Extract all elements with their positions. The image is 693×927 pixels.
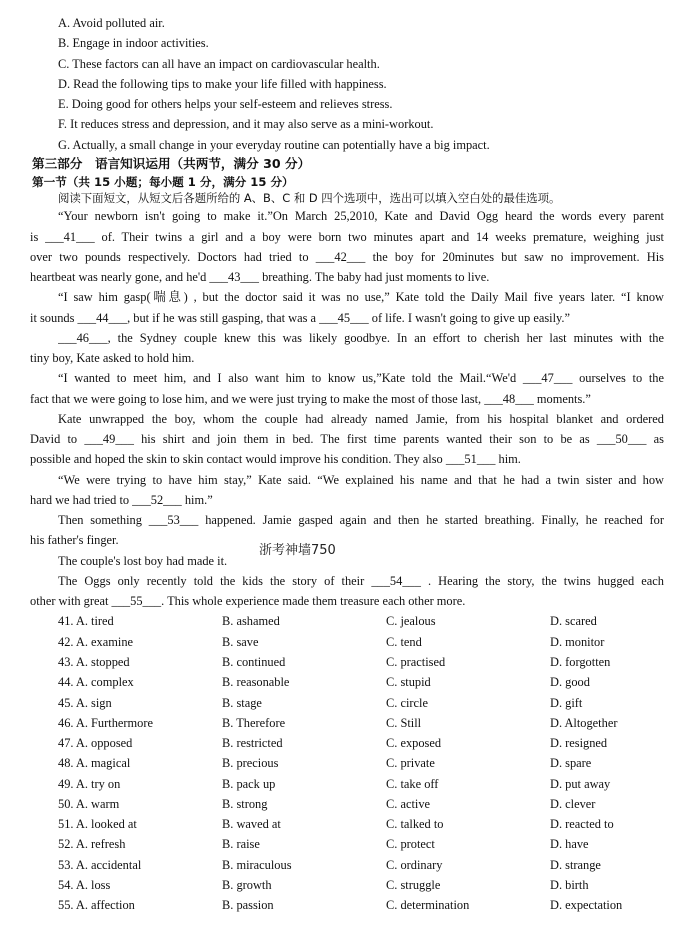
- passage-line: Kate unwrapped the boy, whom the couple had already named Jamie, from his hospital blanket and ordered: [58, 412, 664, 426]
- section-subheading: 第一节（共 15 小题；每小题 1 分，满分 15 分）: [32, 175, 294, 189]
- option-c: C. These factors can all have an impact on cardiovascular health.: [58, 57, 380, 71]
- choice-a: 47. A. opposed: [58, 736, 133, 750]
- passage-line: fact that we were going to lose him, and we were just trying to make the most of those last, ___48___ moments.”: [30, 392, 591, 406]
- passage-line: “I saw him gasp(喘息) , but the doctor said it was no use,” Kate told the Daily Mail five years later. “I know: [58, 290, 664, 304]
- choice-a: 54. A. loss: [58, 878, 111, 892]
- section-instruction: 阅读下面短文，从短文后各题所给的 A、B、C 和 D 四个选项中，选出可以填入空白处的最佳选项。: [58, 191, 561, 205]
- passage-line: The couple's lost boy had made it.: [58, 554, 228, 568]
- choice-b: B. save: [222, 635, 259, 649]
- choice-d: D. Altogether: [550, 716, 618, 730]
- question-row: [58, 735, 678, 752]
- choice-a: 43. A. stopped: [58, 655, 130, 669]
- choice-b: B. ashamed: [222, 614, 280, 628]
- passage-line: his father's finger.: [30, 533, 119, 547]
- option-e: E. Doing good for others helps your self-esteem and relieves stress.: [58, 97, 393, 111]
- choice-c: C. struggle: [386, 878, 441, 892]
- choice-c: C. circle: [386, 696, 428, 710]
- question-row: [58, 695, 678, 712]
- question-row: [58, 836, 678, 853]
- choice-d: D. strange: [550, 858, 601, 872]
- passage-line: heartbeat was nearly gone, and he'd ___43___ breathing. The baby had just moments to live.: [30, 270, 490, 284]
- passage-line: over two pounds respectively. Doctors had tried to ___42___ the boy for 20minutes but saw no improvement. His: [30, 250, 664, 264]
- choice-d: D. expectation: [550, 898, 623, 912]
- choice-c: C. ordinary: [386, 858, 443, 872]
- passage-line: possible and hoped the skin to skin contact would improve his condition. They also ___51___ him.: [30, 452, 521, 466]
- passage-line: Then something ___53___ happened. Jamie gasped again and then he started breathing. Finally, he reached for: [58, 513, 664, 527]
- watermark: 浙考神墙750: [259, 543, 336, 558]
- choice-c: C. stupid: [386, 675, 431, 689]
- choice-b: B. passion: [222, 898, 274, 912]
- question-row: [58, 897, 678, 914]
- option-a: A. Avoid polluted air.: [58, 16, 165, 30]
- question-row: [58, 654, 678, 671]
- choice-a: 41. A. tired: [58, 614, 114, 628]
- question-row: [58, 877, 678, 894]
- option-d: D. Read the following tips to make your life filled with happiness.: [58, 77, 387, 91]
- passage-line: “I wanted to meet him, and I also want him to know us,”Kate told the Mail.“We'd ___47___ ourselves to the: [58, 371, 664, 385]
- passage-line: The Oggs only recently told the kids the story of their ___54___ . Hearing the story, the twins hugged each: [58, 574, 664, 588]
- choice-d: D. monitor: [550, 635, 605, 649]
- choice-c: C. active: [386, 797, 431, 811]
- passage-line: tiny boy, Kate asked to hold him.: [30, 351, 195, 365]
- passage-line: it sounds ___44___, but if he was still gasping, that was a ___45___ of life. I wasn't going to give up easily.”: [30, 311, 571, 325]
- choice-b: B. restricted: [222, 736, 283, 750]
- choice-b: B. growth: [222, 878, 272, 892]
- choice-c: C. tend: [386, 635, 422, 649]
- choice-d: D. put away: [550, 777, 611, 791]
- choice-c: C. private: [386, 756, 435, 770]
- choice-d: D. gift: [550, 696, 583, 710]
- choice-b: B. Therefore: [222, 716, 286, 730]
- choice-c: C. determination: [386, 898, 470, 912]
- choice-b: B. miraculous: [222, 858, 292, 872]
- question-row: [58, 816, 678, 833]
- choice-a: 42. A. examine: [58, 635, 134, 649]
- question-row: [58, 634, 678, 651]
- choice-b: B. raise: [222, 837, 260, 851]
- question-row: [58, 776, 678, 793]
- choice-d: D. resigned: [550, 736, 608, 750]
- question-row: [58, 857, 678, 874]
- choice-c: C. talked to: [386, 817, 444, 831]
- choice-c: C. practised: [386, 655, 446, 669]
- choice-b: B. continued: [222, 655, 286, 669]
- choice-b: B. reasonable: [222, 675, 290, 689]
- choice-a: 51. A. looked at: [58, 817, 137, 831]
- passage-line: ___46___, the Sydney couple knew this was likely goodbye. In an effort to cherish her last minutes with the: [58, 331, 664, 345]
- passage-line: David to ___49___ his shirt and join them in bed. The first time parents wanted their son to be as ___50___ as: [30, 432, 664, 446]
- choice-d: D. spare: [550, 756, 592, 770]
- section-heading: 第三部分 语言知识运用（共两节，满分 30 分）: [32, 156, 311, 171]
- choice-a: 49. A. try on: [58, 777, 121, 791]
- choice-d: D. birth: [550, 878, 589, 892]
- question-row: [58, 796, 678, 813]
- choice-d: D. clever: [550, 797, 596, 811]
- choice-d: D. have: [550, 837, 589, 851]
- choice-a: 52. A. refresh: [58, 837, 126, 851]
- choice-a: 44. A. complex: [58, 675, 134, 689]
- choice-c: C. protect: [386, 837, 435, 851]
- choice-c: C. Still: [386, 716, 422, 730]
- choice-d: D. scared: [550, 614, 597, 628]
- choice-b: B. waved at: [222, 817, 281, 831]
- option-g: G. Actually, a small change in your everyday routine can potentially have a big impact.: [58, 138, 490, 152]
- choice-a: 50. A. warm: [58, 797, 120, 811]
- passage-line: “Your newborn isn't going to make it.”On March 25,2010, Kate and David Ogg heard the words every parent: [58, 209, 664, 223]
- passage-line: “We were trying to have him stay,” Kate said. “We explained his name and that he had a twin sister and how: [58, 473, 664, 487]
- passage-line: hard we had tried to ___52___ him.”: [30, 493, 213, 507]
- option-b: B. Engage in indoor activities.: [58, 36, 209, 50]
- choice-a: 55. A. affection: [58, 898, 135, 912]
- choice-c: C. take off: [386, 777, 439, 791]
- choice-a: 48. A. magical: [58, 756, 131, 770]
- passage-line: other with great ___55___. This whole experience made them treasure each other more.: [30, 594, 466, 608]
- question-row: [58, 613, 678, 630]
- passage-line: is ___41___ of. Their twins a girl and a boy were born two minutes apart and 14 weeks premature, weighing just: [30, 230, 664, 244]
- choice-d: D. forgotten: [550, 655, 611, 669]
- option-f: F. It reduces stress and depression, and it may also serve as a mini-workout.: [58, 117, 434, 131]
- choice-d: D. good: [550, 675, 590, 689]
- question-row: [58, 755, 678, 772]
- choice-c: C. exposed: [386, 736, 442, 750]
- choice-a: 45. A. sign: [58, 696, 112, 710]
- choice-a: 46. A. Furthermore: [58, 716, 153, 730]
- choice-b: B. strong: [222, 797, 268, 811]
- choice-d: D. reacted to: [550, 817, 614, 831]
- choice-b: B. pack up: [222, 777, 276, 791]
- choice-b: B. stage: [222, 696, 262, 710]
- question-row: [58, 674, 678, 691]
- choice-a: 53. A. accidental: [58, 858, 142, 872]
- choice-c: C. jealous: [386, 614, 436, 628]
- question-row: [58, 715, 678, 732]
- choice-b: B. precious: [222, 756, 279, 770]
